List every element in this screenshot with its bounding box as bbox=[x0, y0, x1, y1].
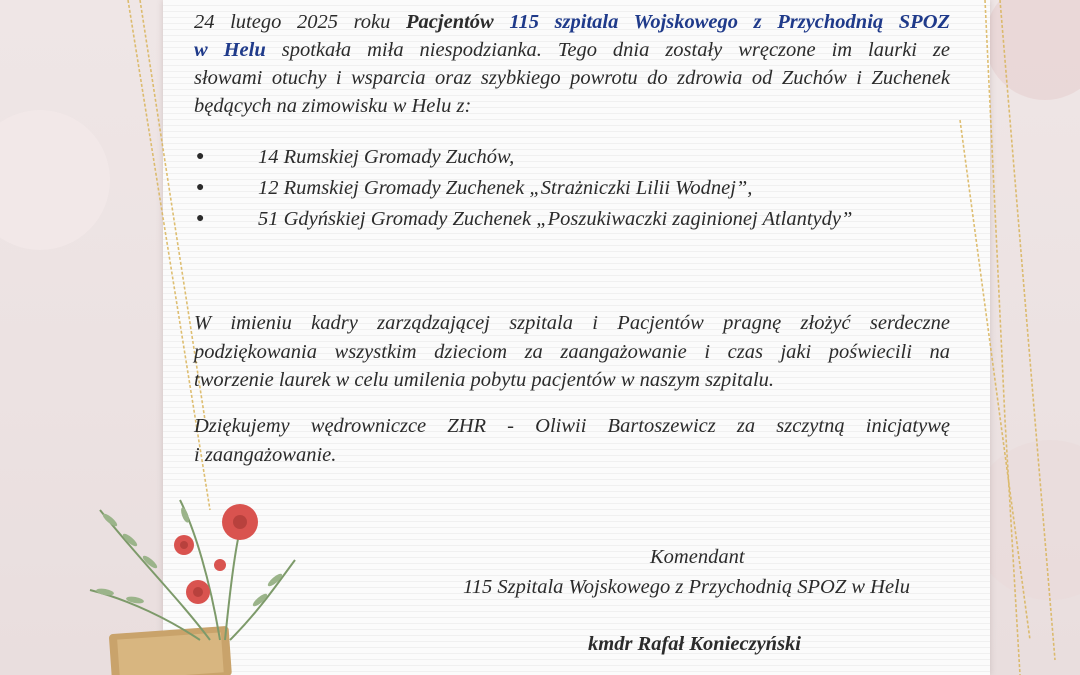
intro-line-4: będących na zimowisku w Helu z: bbox=[194, 95, 472, 117]
bullet-icon: ● bbox=[196, 211, 205, 226]
signature-role: Komendant bbox=[650, 546, 745, 568]
thanks2-line-1: Dziękujemy wędrowniczce ZHR - Oliwii Bartoszewicz za szczytną inicjatywę bbox=[194, 415, 950, 437]
list-item-text: 51 Gdyńskiej Gromady Zuchenek „Poszukiwaczki zaginionej Atlantydy” bbox=[258, 208, 853, 230]
thanks-line-3: tworzenie laurek w celu umilenia pobytu pacjentów w naszym szpitalu. bbox=[194, 369, 775, 391]
signature-unit: 115 Szpitala Wojskowego z Przychodnią SPOZ w Helu bbox=[463, 576, 911, 598]
intro-line-3: słowami otuchy i wsparcia oraz szybkiego powrotu do zdrowia od Zuchów i Zuchenek bbox=[194, 67, 950, 89]
hospital-name-part1: 115 szpitala Wojskowego z Przychodnią SPOZ bbox=[509, 11, 951, 33]
list-item-text: 14 Rumskiej Gromady Zuchów, bbox=[258, 146, 515, 168]
list-item bbox=[194, 143, 950, 174]
bullet-icon: ● bbox=[196, 180, 205, 195]
list-item bbox=[194, 205, 950, 236]
list-item-text: 12 Rumskiej Gromady Zuchenek „Strażniczki Lilii Wodnej”, bbox=[258, 177, 753, 199]
list-item bbox=[194, 174, 950, 205]
flower-bouquet-icon bbox=[60, 440, 320, 675]
thanks2-line-2: i zaangażowanie. bbox=[194, 444, 337, 466]
date-text: 24 lutego 2025 roku bbox=[194, 11, 391, 33]
signature-name: kmdr Rafał Konieczyński bbox=[588, 633, 801, 655]
hospital-name-part2: w Helu bbox=[194, 39, 266, 61]
patients-text: Pacjentów bbox=[406, 11, 494, 33]
intro-line-1 bbox=[194, 8, 950, 36]
intro-line-2 bbox=[194, 36, 950, 64]
groups-list bbox=[194, 143, 950, 236]
intro-text-rest: spotkała miła niespodzianka. Tego dnia zostały wręczone im laurki ze bbox=[281, 39, 951, 61]
thanks-line-2: podziękowania wszystkim dzieciom za zaangażowanie i czas jaki poświecili na bbox=[194, 341, 950, 363]
bullet-icon: ● bbox=[196, 149, 205, 164]
thanks-line-1: W imieniu kadry zarządzającej szpitala i Pacjentów pragnę złożyć serdeczne bbox=[194, 312, 950, 334]
